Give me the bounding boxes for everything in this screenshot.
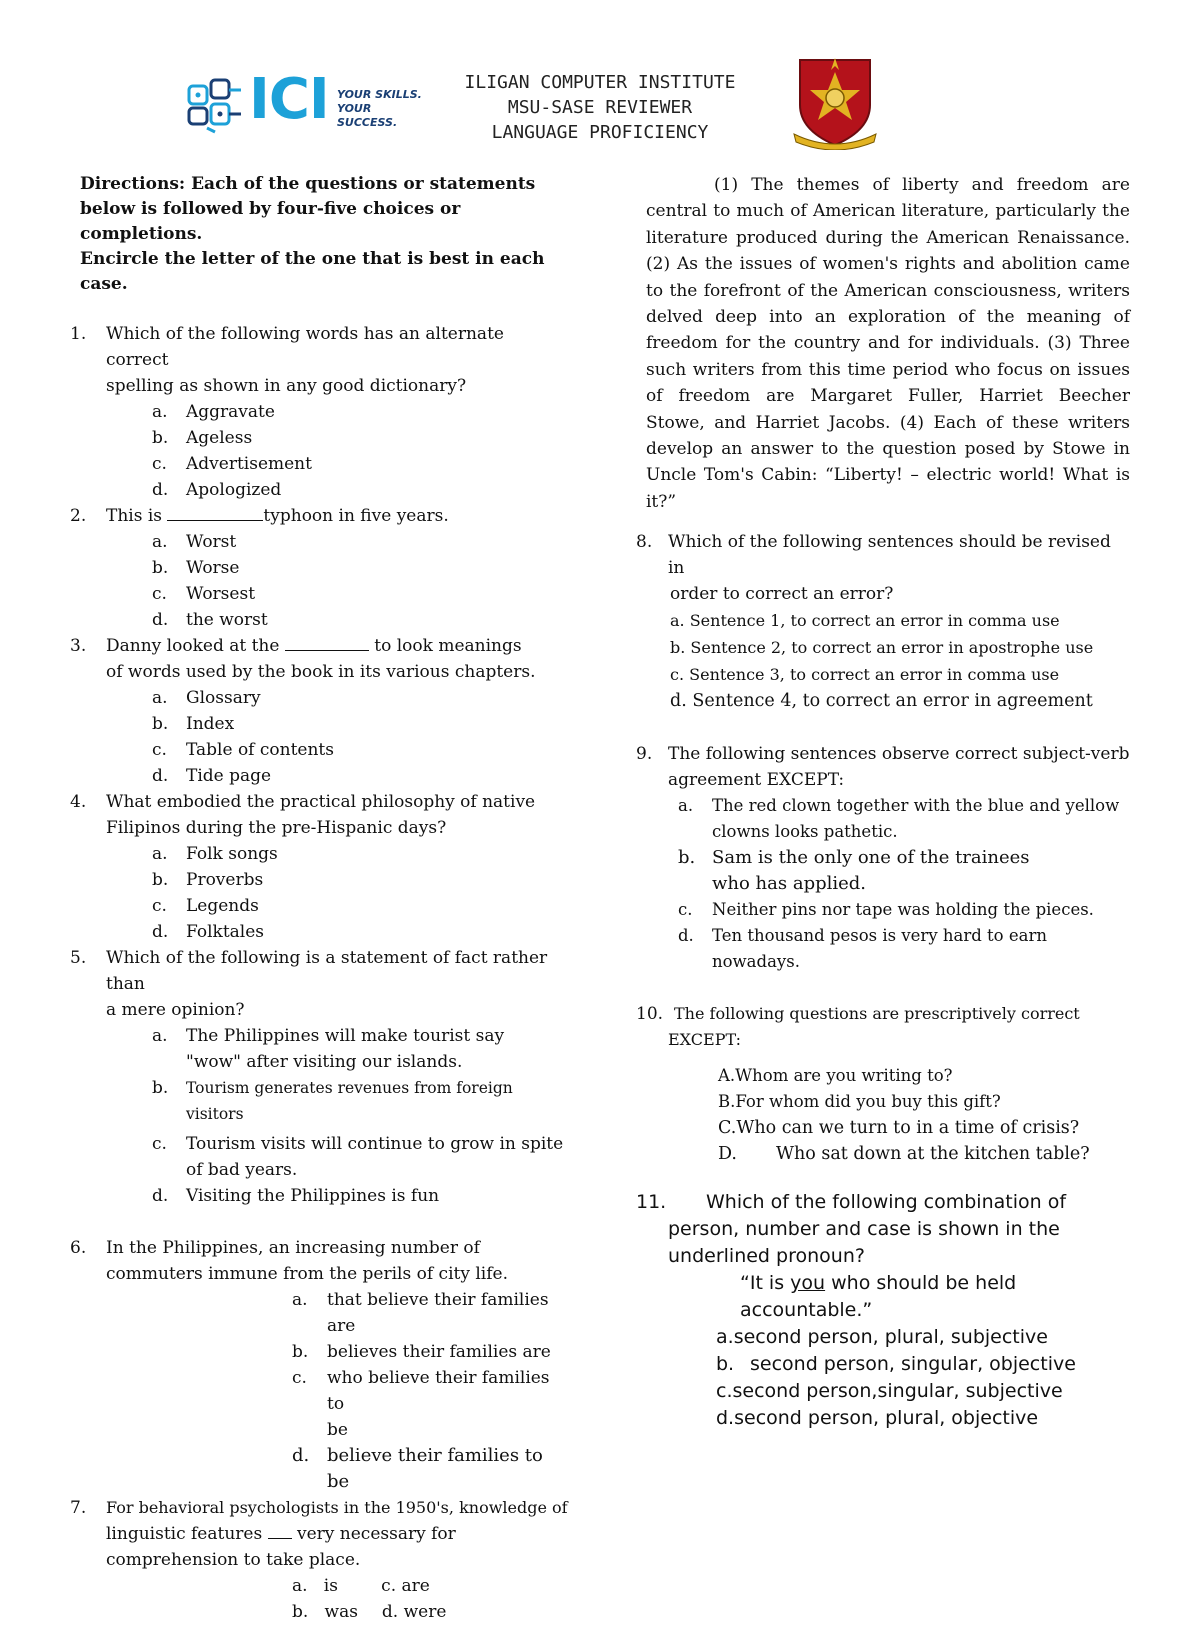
option-letter: b. bbox=[152, 558, 169, 578]
option[interactable] bbox=[70, 1287, 570, 1339]
option[interactable] bbox=[718, 1115, 1130, 1141]
option[interactable] bbox=[382, 1602, 447, 1622]
question-text-line-2: agreement EXCEPT: bbox=[668, 770, 845, 791]
option[interactable] bbox=[70, 477, 570, 503]
option-text: believes their families are bbox=[327, 1342, 551, 1362]
option-letter: d. bbox=[152, 480, 169, 500]
option-letter: a. bbox=[152, 402, 168, 422]
question-5-options bbox=[70, 1023, 570, 1209]
option[interactable] bbox=[640, 1378, 1130, 1405]
underlined-pronoun: you bbox=[790, 1272, 826, 1295]
option-text: was bbox=[324, 1602, 358, 1622]
option-letter: c. bbox=[152, 454, 167, 474]
option-text: who believe their families to bbox=[327, 1368, 550, 1414]
directions-line-2: below is followed by four-five choices or completions. bbox=[80, 199, 461, 244]
question-text-line-1: Which of the following is a statement of fact rather than bbox=[106, 948, 548, 994]
question-11-options bbox=[640, 1324, 1130, 1432]
option-text: second person,singular, subjective bbox=[732, 1380, 1063, 1403]
option-letter: a. bbox=[152, 844, 168, 864]
option-letter: b. bbox=[716, 1353, 735, 1376]
option[interactable] bbox=[70, 555, 570, 581]
question-2 bbox=[70, 503, 570, 529]
option[interactable] bbox=[718, 1063, 1130, 1089]
option-letter: c. bbox=[152, 740, 167, 760]
option-letter: b. bbox=[152, 428, 169, 448]
option-text: Sentence 1, to correct an error in comma use bbox=[689, 611, 1060, 631]
option-text: Worsest bbox=[186, 584, 256, 604]
option[interactable] bbox=[292, 1576, 376, 1596]
question-text-line-2: Filipinos during the pre-Hispanic days? bbox=[106, 818, 447, 838]
option-text-cont: be bbox=[327, 1471, 350, 1492]
option-letter: c. bbox=[716, 1380, 733, 1403]
quote-pre: “It is bbox=[740, 1272, 785, 1295]
tagline-line-2: YOUR SUCCESS. bbox=[337, 102, 398, 129]
option[interactable] bbox=[670, 634, 1130, 661]
right-column bbox=[636, 172, 1130, 1432]
option-letter: a. bbox=[152, 532, 168, 552]
option-letter: b. bbox=[152, 1078, 169, 1098]
question-text-line-2: of words used by the book in its various chapters. bbox=[106, 662, 536, 682]
option[interactable] bbox=[640, 1351, 1130, 1378]
question-6-options bbox=[70, 1287, 570, 1495]
option-letter: d. bbox=[152, 1186, 169, 1206]
option[interactable] bbox=[70, 685, 570, 711]
option-text: second person, plural, objective bbox=[734, 1407, 1039, 1430]
option-letter: c. bbox=[678, 900, 693, 920]
question-10 bbox=[636, 1001, 1130, 1053]
option-letter: D. bbox=[718, 1144, 737, 1165]
option[interactable] bbox=[70, 1023, 570, 1075]
institute-name: ILIGAN COMPUTER INSTITUTE bbox=[464, 72, 736, 93]
option[interactable] bbox=[640, 1324, 1130, 1351]
question-text-post: to look meanings bbox=[374, 636, 522, 656]
option-letter: a. bbox=[716, 1326, 734, 1349]
option-text: is bbox=[323, 1576, 338, 1596]
option-text: Tide page bbox=[186, 766, 272, 786]
option-text: Proverbs bbox=[186, 870, 264, 890]
option-letter: a. bbox=[670, 611, 685, 631]
question-number: 10. bbox=[636, 1004, 664, 1025]
question-text-line-2: person, number and case is shown in the bbox=[668, 1218, 1060, 1241]
option-letter: b. bbox=[152, 870, 169, 890]
option-letter: c. bbox=[292, 1368, 307, 1388]
question-2-options bbox=[70, 529, 570, 633]
directions-line-3: Encircle the letter of the one that is best in each case. bbox=[80, 249, 545, 294]
option[interactable] bbox=[70, 763, 570, 789]
question-text-line-1: The following questions are prescriptively correct bbox=[674, 1004, 1080, 1024]
option-letter: b. bbox=[678, 847, 696, 869]
page-header bbox=[420, 70, 780, 145]
question-4 bbox=[70, 789, 570, 841]
option-letter: d. bbox=[152, 922, 169, 942]
option[interactable] bbox=[70, 607, 570, 633]
option[interactable] bbox=[292, 1602, 377, 1622]
option-letter: d. bbox=[716, 1407, 735, 1430]
option-text: Worst bbox=[186, 532, 237, 552]
question-text-line-3: comprehension to take place. bbox=[106, 1550, 361, 1570]
option[interactable] bbox=[718, 1141, 1130, 1167]
option[interactable] bbox=[670, 688, 1130, 715]
subject-title: LANGUAGE PROFICIENCY bbox=[491, 122, 709, 143]
option-row bbox=[70, 1573, 570, 1599]
option-letter: d. bbox=[292, 1445, 310, 1466]
option[interactable] bbox=[70, 893, 570, 919]
option-text: are bbox=[401, 1576, 430, 1596]
option[interactable] bbox=[70, 425, 570, 451]
question-8 bbox=[636, 529, 1130, 607]
option-text: Folk songs bbox=[186, 844, 278, 864]
option-letter: c. bbox=[381, 1576, 397, 1596]
option-text: Aggravate bbox=[186, 402, 275, 422]
left-column bbox=[70, 172, 570, 1625]
question-number: 6. bbox=[70, 1238, 87, 1258]
tagline-line-1: YOUR SKILLS. bbox=[337, 88, 422, 101]
option-row bbox=[70, 1599, 570, 1625]
question-text-line-1: Which of the following sentences should be revised in bbox=[668, 532, 1111, 579]
question-text-line-2 bbox=[106, 1521, 570, 1547]
option-letter: d. bbox=[152, 610, 169, 630]
answer-blank bbox=[268, 1524, 292, 1539]
reviewer-title: MSU-SASE REVIEWER bbox=[507, 97, 693, 118]
question-7-options bbox=[70, 1573, 570, 1625]
school-seal-icon bbox=[790, 50, 880, 150]
option-text: the worst bbox=[186, 610, 268, 630]
ici-logo bbox=[185, 67, 425, 134]
option-text: Sam is the only one of the trainees bbox=[712, 847, 1030, 869]
option-letter: A. bbox=[718, 1066, 736, 1086]
question-number: 5. bbox=[70, 948, 87, 968]
question-number: 4. bbox=[70, 792, 87, 812]
option[interactable] bbox=[640, 923, 1130, 975]
question-text-pre: linguistic features bbox=[106, 1524, 263, 1544]
option[interactable] bbox=[70, 1131, 570, 1183]
question-number: 1. bbox=[70, 324, 87, 344]
question-7 bbox=[70, 1495, 570, 1573]
quote-post: who should be held bbox=[831, 1272, 1017, 1295]
option-text: Advertisement bbox=[186, 454, 312, 474]
option-text: Tourism generates revenues from foreign visitors bbox=[186, 1079, 513, 1123]
option-letter: a. bbox=[152, 1026, 168, 1046]
question-text-line-3: underlined pronoun? bbox=[668, 1245, 865, 1268]
option-letter: b. bbox=[292, 1602, 309, 1622]
question-text-line-1 bbox=[106, 503, 570, 529]
option[interactable] bbox=[70, 529, 570, 555]
option-text: Glossary bbox=[186, 688, 261, 708]
directions bbox=[80, 172, 570, 297]
option-letter: d. bbox=[381, 1602, 399, 1622]
question-text-line-2: EXCEPT: bbox=[668, 1030, 741, 1050]
option-text: The red clown together with the blue and yellow bbox=[712, 796, 1120, 816]
option[interactable] bbox=[70, 841, 570, 867]
option-letter: d. bbox=[678, 926, 694, 946]
question-number: 2. bbox=[70, 506, 87, 526]
answer-blank bbox=[167, 506, 263, 521]
question-text-post: very necessary for bbox=[297, 1524, 456, 1544]
option[interactable] bbox=[381, 1576, 430, 1596]
option[interactable] bbox=[70, 919, 570, 945]
option-letter: B. bbox=[718, 1092, 736, 1112]
option-letter: c. bbox=[152, 1134, 167, 1154]
option-text: Sentence 3, to correct an error in comma use bbox=[689, 665, 1060, 685]
option-text: Whom are you writing to? bbox=[735, 1066, 953, 1086]
question-text-line-1: In the Philippines, an increasing number of bbox=[106, 1238, 480, 1258]
option-text-cont: nowadays. bbox=[712, 952, 800, 972]
option-text: Worse bbox=[186, 558, 240, 578]
question-text-line-2: a mere opinion? bbox=[106, 1000, 245, 1020]
question-number: 11. bbox=[636, 1191, 667, 1214]
option-text: believe their families to bbox=[327, 1445, 543, 1466]
directions-line-1: Directions: Each of the questions or statements bbox=[80, 174, 536, 194]
option-text: second person, plural, subjective bbox=[733, 1326, 1048, 1349]
option-letter: a. bbox=[292, 1576, 308, 1596]
option[interactable] bbox=[70, 1365, 570, 1443]
question-11 bbox=[636, 1189, 1130, 1270]
question-5 bbox=[70, 945, 570, 1023]
pronoun-quote bbox=[640, 1270, 1130, 1324]
question-8-options bbox=[640, 607, 1130, 715]
quote-line-2: accountable.” bbox=[740, 1299, 873, 1322]
option-text: Apologized bbox=[186, 480, 282, 500]
option[interactable] bbox=[640, 1405, 1130, 1432]
answer-blank bbox=[285, 636, 369, 651]
option-letter: a. bbox=[678, 796, 694, 816]
question-6 bbox=[70, 1235, 570, 1287]
option-text: second person, singular, objective bbox=[750, 1353, 1076, 1376]
option[interactable] bbox=[70, 1075, 570, 1127]
option[interactable] bbox=[640, 793, 1130, 845]
option-text: Who can we turn to in a time of crisis? bbox=[736, 1118, 1080, 1139]
option-text: For whom did you buy this gift? bbox=[735, 1092, 1001, 1112]
option-text-cont: clowns looks pathetic. bbox=[712, 822, 898, 842]
option-letter: d. bbox=[670, 691, 687, 712]
option-text: Index bbox=[186, 714, 235, 734]
option[interactable] bbox=[70, 451, 570, 477]
option-text-cont: who has applied. bbox=[712, 873, 867, 895]
question-text-pre: Danny looked at the bbox=[106, 636, 280, 656]
option[interactable] bbox=[70, 867, 570, 893]
question-1-options bbox=[70, 399, 570, 503]
circuit-brain-icon bbox=[185, 76, 247, 134]
option[interactable] bbox=[640, 845, 1130, 897]
option[interactable] bbox=[70, 1183, 570, 1209]
option[interactable] bbox=[70, 581, 570, 607]
question-number: 7. bbox=[70, 1498, 87, 1518]
question-3 bbox=[70, 633, 570, 685]
option-text: Table of contents bbox=[186, 740, 334, 760]
question-9-options bbox=[640, 793, 1130, 975]
option-text: Legends bbox=[186, 896, 259, 916]
question-number: 8. bbox=[636, 532, 653, 553]
option-text: Tourism visits will continue to grow in spite bbox=[186, 1134, 564, 1154]
option[interactable] bbox=[718, 1089, 1130, 1115]
option-letter: c. bbox=[152, 896, 167, 916]
question-text-line-1: For behavioral psychologists in the 1950's, knowledge of bbox=[106, 1498, 568, 1517]
option-text: that believe their families are bbox=[327, 1290, 549, 1336]
option-letter: C. bbox=[718, 1118, 737, 1139]
question-number: 9. bbox=[636, 744, 653, 765]
question-number: 3. bbox=[70, 636, 87, 656]
option[interactable] bbox=[70, 1443, 570, 1495]
question-3-options bbox=[70, 685, 570, 789]
option-text: Who sat down at the kitchen table? bbox=[776, 1144, 1090, 1165]
option-text: Ageless bbox=[186, 428, 253, 448]
question-text-line-1: Which of the following combination of bbox=[706, 1191, 1067, 1214]
option[interactable] bbox=[670, 607, 1130, 634]
option-text: Ten thousand pesos is very hard to earn bbox=[712, 926, 1047, 946]
option[interactable] bbox=[70, 711, 570, 737]
question-text-post: typhoon in five years. bbox=[263, 506, 449, 526]
question-1 bbox=[70, 321, 570, 399]
logo-tagline bbox=[337, 88, 425, 130]
option-letter: a. bbox=[292, 1290, 308, 1310]
question-text-line-2: commuters immune from the perils of city life. bbox=[106, 1264, 508, 1284]
option-text: The Philippines will make tourist say bbox=[186, 1026, 505, 1046]
option-letter: d. bbox=[152, 766, 169, 786]
option-text: Sentence 4, to correct an error in agreement bbox=[692, 691, 1093, 712]
option-text: Visiting the Philippines is fun bbox=[186, 1186, 440, 1206]
passage-text: (1) The themes of liberty and freedom are central to much of American literature, particularly the literature produced during the American Renaissance. (2) As the issues of women's rights and abolition came to the forefront of the American consciousness, writers delved deep into an exploration of the meaning of freedom for the country and for individuals. (3) Three such writers from this time period who focus on issues of freedom are Margaret Fuller, Harriet Beecher Stowe, and Harriet Jacobs. (4) Each of these writers develop an answer to the question posed by Stowe in Uncle Tom's Cabin: “Liberty! – electric world! What is it?” bbox=[646, 175, 1130, 512]
question-text-line-2: order to correct an error? bbox=[670, 584, 894, 605]
option-text-cont: "wow" after visiting our islands. bbox=[186, 1052, 463, 1072]
option-text-cont: be bbox=[327, 1420, 348, 1440]
option[interactable] bbox=[70, 1339, 570, 1365]
option-letter: b. bbox=[670, 638, 686, 658]
option[interactable] bbox=[640, 897, 1130, 923]
logo-wordmark: ICI bbox=[249, 67, 329, 132]
option[interactable] bbox=[70, 737, 570, 763]
option[interactable] bbox=[70, 399, 570, 425]
question-text-line-1: The following sentences observe correct subject-verb bbox=[668, 744, 1130, 765]
option-text: Folktales bbox=[186, 922, 265, 942]
option-letter: c. bbox=[670, 665, 685, 685]
question-4-options bbox=[70, 841, 570, 945]
option-text: Neither pins nor tape was holding the pieces. bbox=[712, 900, 1094, 920]
question-text-line-2: spelling as shown in any good dictionary? bbox=[106, 376, 467, 396]
question-text-pre: This is bbox=[106, 506, 163, 526]
question-10-options bbox=[640, 1063, 1130, 1167]
option[interactable] bbox=[670, 661, 1130, 688]
option-text-cont: of bad years. bbox=[186, 1160, 298, 1180]
option-letter: b. bbox=[292, 1342, 309, 1362]
option-text: Sentence 2, to correct an error in apostrophe use bbox=[690, 638, 1094, 658]
question-text-line-1: What embodied the practical philosophy of native bbox=[106, 792, 536, 812]
reading-passage bbox=[646, 172, 1130, 515]
option-letter: b. bbox=[152, 714, 169, 734]
option-letter: a. bbox=[152, 688, 168, 708]
option-text: were bbox=[403, 1602, 447, 1622]
option-letter: c. bbox=[152, 584, 167, 604]
question-9 bbox=[636, 741, 1130, 793]
question-text-line-1: Which of the following words has an alternate correct bbox=[106, 324, 504, 370]
question-text-line-1 bbox=[106, 633, 570, 659]
